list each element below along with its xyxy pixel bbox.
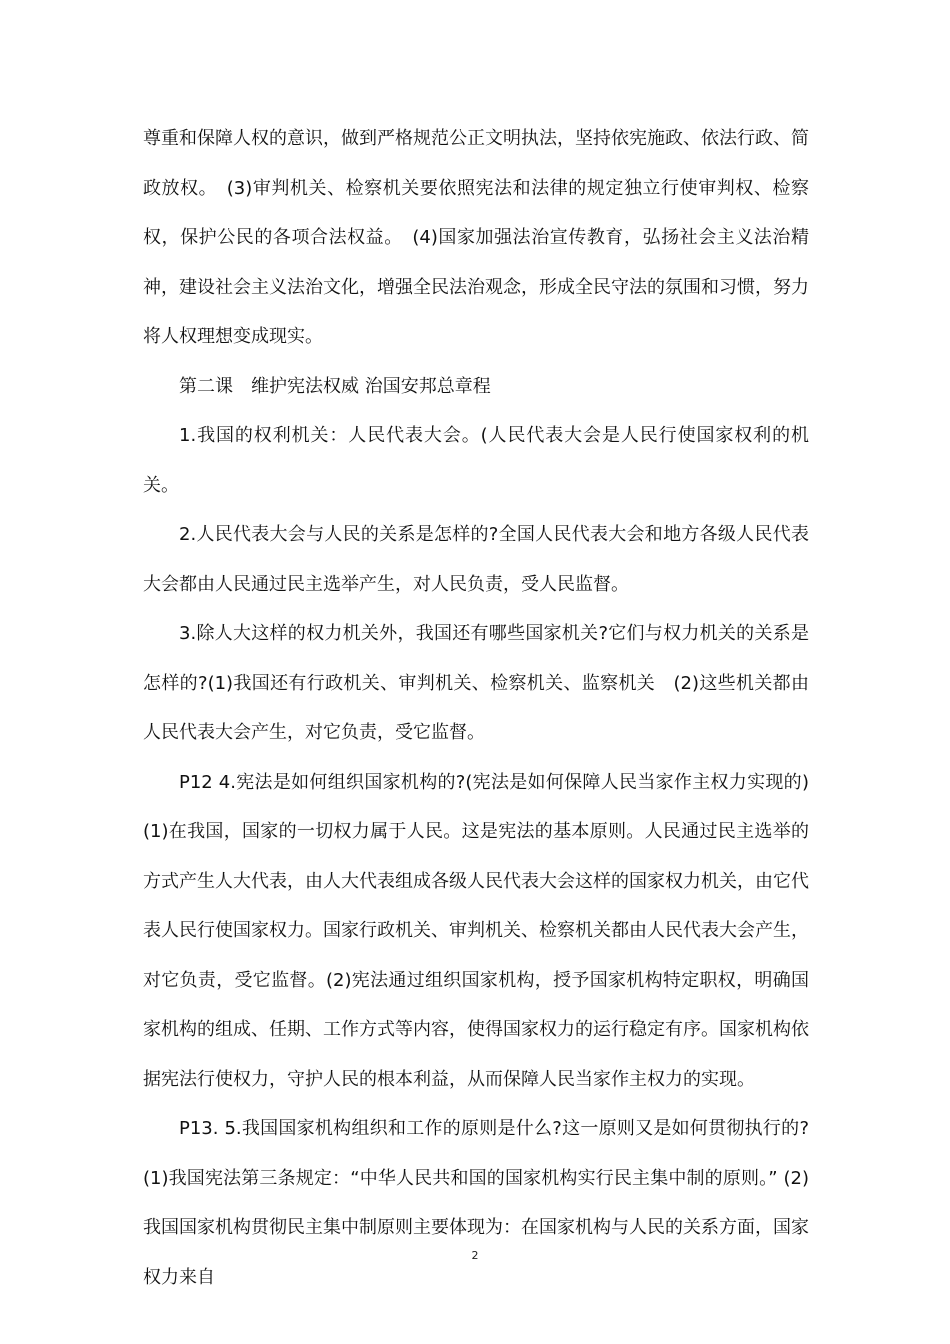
- lesson-heading: 第二课 维护宪法权威 治国安邦总章程: [179, 375, 491, 397]
- paragraph-item-4: P12 4.宪法是如何组织国家机构的?(宪法是如何保障人民当家作主权力实现的)(1)在我国，国家的一切权力属于人民。这是宪法的基本原则。人民通过民主选举的方式产生人大代表，由人大代表组成各级人民代表大会这样的国家权力机关，由它代表人民行使国家权力。国家行政机关、审判机关、检察机关都由人民代表大会产生，对它负责，受它监督。(2)宪法通过组织国家机构，授予国家机构特定职权，明确国家机构的组成、任期、工作方式等内容，使得国家权力的运行稳定有序。国家机构依据宪法行使权力，守护人民的根本利益，从而保障人民当家作主权力的实现。: [143, 771, 809, 1090]
- paragraph-item-1: 1.我国的权利机关：人民代表大会。(人民代表大会是人民行使国家权利的机关。: [143, 425, 809, 496]
- paragraph-continuation: 尊重和保障人权的意识，做到严格规范公正文明执法，坚持依宪施政、依法行政、简政放权。 (3)审判机关、检察机关要依照宪法和法律的规定独立行使审判权、检察权，保护公民的各项合法权益。 (4)国家加强法治宣传教育，弘扬社会主义法治精神，建设社会主义法治文化，增强全民法治观念，形成全民守法的氛围和习惯，努力将人权理想变成现实。: [143, 128, 809, 347]
- page-number: 2: [471, 1249, 479, 1262]
- paragraph-item-5: P13. 5.我国国家机构组织和工作的原则是什么?这一原则又是如何贯彻执行的?(1)我国宪法第三条规定：“中华人民共和国的国家机构实行民主集中制的原则。” (2)我国国家机构贯彻民主集中制原则主要体现为：在国家机构与人民的关系方面，国家权力来自: [143, 1118, 809, 1288]
- body-text: [143, 114, 809, 1302]
- paragraph-item-2: 2.人民代表大会与人民的关系是怎样的?全国人民代表大会和地方各级人民代表大会都由人民通过民主选举产生，对人民负责，受人民监督。: [143, 524, 809, 595]
- paragraph-item-3: 3.除人大这样的权力机关外，我国还有哪些国家机关?它们与权力机关的关系是怎样的?(1)我国还有行政机关、审判机关、检察机关、监察机关 (2)这些机关都由人民代表大会产生，对它负责，受它监督。: [143, 623, 809, 743]
